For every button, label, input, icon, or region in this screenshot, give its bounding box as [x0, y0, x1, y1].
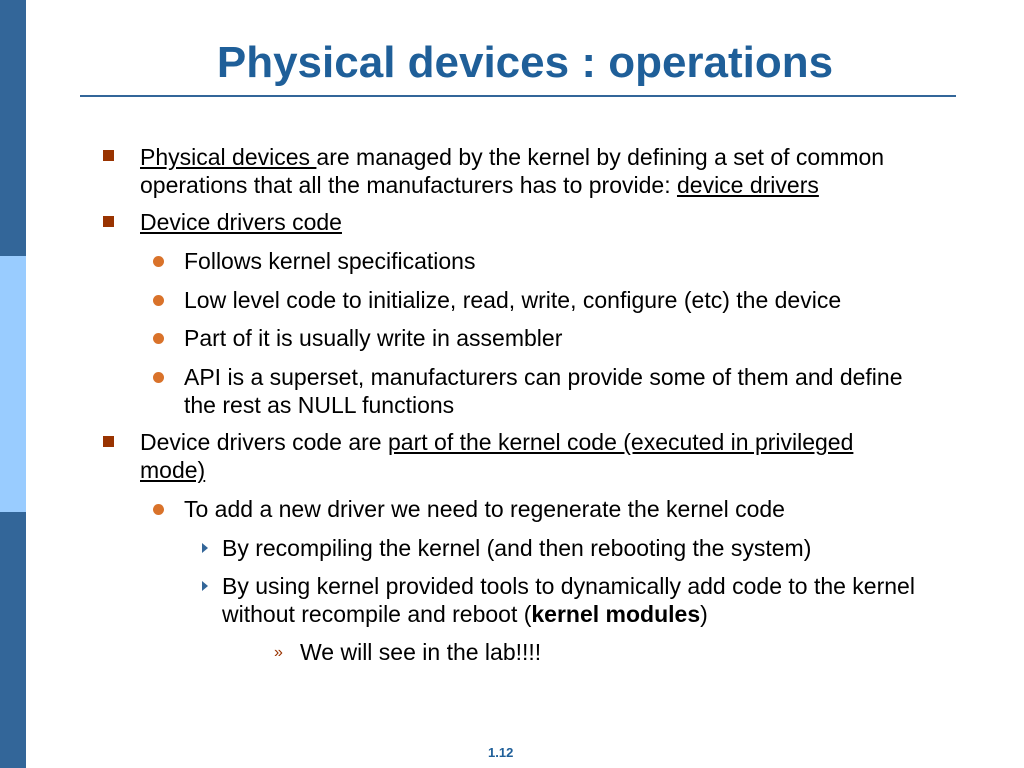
slide-number: 1.12	[488, 745, 514, 760]
triangle-arrow-icon	[202, 581, 208, 591]
sub-sub-bullet-line2-post: )	[700, 601, 708, 627]
circle-bullet-icon	[153, 504, 164, 515]
circle-bullet-icon	[153, 256, 164, 267]
sub-bullet: Part of it is usually write in assembler	[184, 325, 563, 351]
kernel-modules-bold: kernel modules	[531, 601, 701, 627]
circle-bullet-icon	[153, 372, 164, 383]
physical-devices-link[interactable]: Physical devices	[140, 144, 317, 170]
sub-bullet-api	[184, 363, 903, 419]
bullet-text-line2: operations that all the manufacturers has to provide:	[140, 172, 677, 198]
sub-bullet-line2: the rest as NULL functions	[184, 392, 455, 418]
leaf-bullet-lab: We will see in the lab!!!!	[300, 639, 542, 665]
raquo-bullet-icon: »	[274, 644, 283, 661]
square-bullet-icon	[103, 436, 114, 447]
square-bullet-icon	[103, 150, 114, 161]
bullet-text: are managed by the kernel by defining a set of common	[316, 144, 885, 170]
bullet-physical-devices	[140, 143, 884, 199]
device-drivers-link[interactable]: device drivers	[676, 172, 819, 198]
title-divider	[80, 95, 956, 97]
sub-bullet: Low level code to initialize, read, write, configure (etc) the device	[184, 287, 842, 313]
square-bullet-icon	[103, 216, 114, 227]
sub-bullet-line1: API is a superset, manufacturers can provide some of them and define	[184, 364, 903, 390]
triangle-arrow-icon	[202, 543, 208, 553]
kernel-code-link-line2[interactable]: mode)	[140, 457, 206, 483]
sidebar-band-bottom	[0, 512, 26, 768]
circle-bullet-icon	[153, 295, 164, 306]
sub-sub-bullet-line2-pre: without recompile and reboot (	[222, 601, 532, 627]
sub-sub-bullet-recompile: By recompiling the kernel (and then rebooting the system)	[222, 535, 812, 561]
sub-sub-bullet-modules	[222, 572, 915, 628]
bullet-kernel-code	[140, 428, 853, 484]
sub-sub-bullet-line1: By using kernel provided tools to dynamically add code to the kernel	[222, 573, 915, 599]
bullet-text: Device drivers code are	[140, 429, 388, 455]
bullet-device-drivers-code	[140, 208, 342, 236]
sub-bullet-new-driver: To add a new driver we need to regenerate the kernel code	[184, 496, 785, 522]
sidebar-band-top	[0, 0, 26, 256]
sub-bullet: Follows kernel specifications	[184, 248, 476, 274]
device-drivers-code-link[interactable]: Device drivers code	[140, 209, 342, 235]
kernel-code-link[interactable]: part of the kernel code (executed in privileged	[388, 429, 854, 455]
circle-bullet-icon	[153, 333, 164, 344]
sidebar-band-middle	[0, 256, 26, 512]
slide-title: Physical devices : operations	[216, 38, 834, 87]
